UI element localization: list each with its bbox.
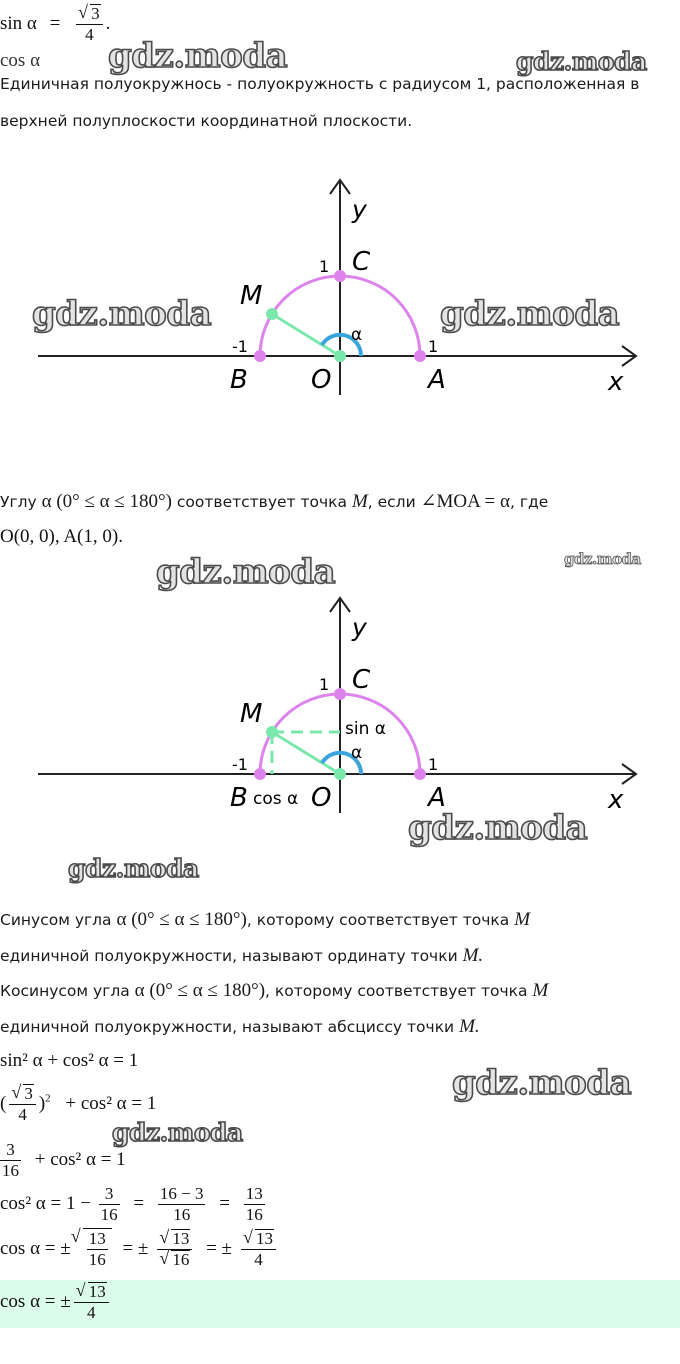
label-cos: cos α: [253, 789, 299, 809]
equation-rest: + cos² α = 1: [34, 1148, 126, 1170]
point-m: [266, 308, 278, 320]
numerator: 3: [24, 1084, 33, 1103]
text: , если: [367, 493, 421, 511]
point-b: [254, 768, 266, 780]
label-o: O: [311, 783, 332, 813]
text: , где: [509, 493, 549, 511]
denominator: 4: [86, 1303, 96, 1322]
point-name: M: [514, 909, 531, 930]
angle-equation: ∠MOA = α: [420, 491, 510, 512]
label-a: A: [428, 365, 446, 395]
point-name: M.: [462, 945, 484, 966]
radius-om: [272, 314, 340, 356]
fraction: [157, 1229, 192, 1270]
denominator: 4: [18, 1105, 27, 1124]
text: единичной полуокружности, называют ординату точки: [0, 947, 463, 965]
denominator: 16: [100, 1205, 118, 1224]
label-minus-one: -1: [232, 755, 248, 774]
equation-lhs: cos² α = 1 −: [0, 1192, 91, 1214]
point-name: M: [532, 980, 549, 1001]
semicircle-diagram-1: [0, 170, 680, 410]
label-minus-one: -1: [232, 337, 248, 356]
watermark: gdz.moda: [408, 808, 588, 848]
sin-definition-line-1: [0, 902, 530, 938]
watermark: gdz.moda: [516, 47, 647, 76]
cos-definition-line-2: [0, 1009, 480, 1045]
denominator: 16: [173, 1205, 191, 1224]
denominator: 16: [245, 1205, 263, 1224]
label-c: C: [352, 665, 371, 695]
watermark: gdz.moda: [108, 36, 288, 76]
fraction: [74, 1282, 109, 1323]
cut-text: cos α: [0, 56, 41, 68]
point-a: [414, 350, 426, 362]
solution-line-3: [0, 1140, 126, 1181]
label-x: x: [608, 785, 624, 815]
point-name: M.: [459, 1016, 480, 1037]
coordinates: O(0, 0), A(1, 0).: [0, 526, 123, 547]
fraction: [158, 1184, 206, 1225]
text: Косинусом угла: [0, 982, 135, 1000]
label-sin: sin α: [345, 719, 386, 739]
watermark: gdz.moda: [564, 550, 641, 568]
fraction: [0, 1140, 21, 1181]
numerator: 3: [99, 1184, 120, 1205]
label-o: O: [311, 365, 332, 395]
point-a: [414, 768, 426, 780]
sqrt: [71, 1228, 112, 1270]
denominator: 16: [172, 1250, 190, 1269]
watermark: gdz.moda: [156, 552, 336, 592]
solution-line-5: cos α = ± √ $\frac{13}{16}$ = ± √ 13 √ 16 = ± √ $\frac{13}{4}$: [0, 1228, 279, 1270]
label-b: B: [230, 365, 248, 395]
label-one-y: 1: [319, 675, 330, 694]
denominator: 4: [254, 1250, 263, 1269]
denominator: 16: [88, 1250, 106, 1269]
fraction: [241, 1229, 276, 1270]
radius-om: [272, 732, 340, 774]
point-name: M: [351, 491, 368, 512]
label-one-x: 1: [428, 337, 439, 356]
label-one-x: 1: [428, 755, 439, 774]
point-o: [334, 768, 346, 780]
fraction: [244, 1184, 265, 1225]
text: Синусом угла: [0, 911, 117, 929]
label-b: B: [230, 783, 248, 813]
top-formula: sin α = √ $\frac{3}{4}$ .: [0, 4, 110, 45]
point-c: [334, 688, 346, 700]
label-m: M: [240, 699, 263, 729]
equals-sign: =: [49, 12, 61, 34]
watermark: gdz.moda: [440, 294, 620, 334]
fraction: [9, 1084, 36, 1125]
answer-formula: [0, 1282, 112, 1328]
denominator: 4: [85, 25, 94, 44]
semicircle-diagram-2: [0, 588, 680, 828]
watermark: gdz.moda: [32, 294, 212, 334]
numerator: 13: [88, 1282, 106, 1301]
sin-alpha: sin α: [0, 12, 37, 34]
intro-line-1: Единичная полуокружнось - полуокружность с радиусом 1, расположенная в: [0, 75, 640, 93]
text: единичной полуокружности, называют абсциссу точки: [0, 1018, 460, 1036]
angle-range: α (0° ≤ α ≤ 180°): [116, 909, 247, 930]
numerator: 13: [172, 1229, 190, 1248]
numerator: 16 − 3: [159, 1184, 204, 1203]
fraction: [87, 1229, 108, 1270]
numerator: 13: [245, 1184, 263, 1203]
intro-line-2: верхней полуплоскости координатной плоскости.: [0, 112, 413, 130]
angle-range: α (0° ≤ α ≤ 180°): [134, 980, 266, 1001]
text: Углу: [0, 493, 42, 511]
equation-lhs: cos α = ±: [0, 1237, 71, 1259]
cos-definition-line-1: [0, 973, 548, 1009]
label-alpha: α: [351, 743, 363, 763]
label-one-y: 1: [319, 257, 330, 276]
fraction: [99, 1184, 120, 1225]
label-y: y: [352, 195, 367, 224]
fraction: [76, 4, 103, 45]
numerator: 3: [91, 4, 100, 23]
label-c: C: [352, 247, 371, 277]
solution-line-2: ( √ $\frac{3}{4}$ )$^2$ + cos² α = 1: [0, 1084, 156, 1125]
numerator: 13: [256, 1229, 273, 1248]
label-a: A: [428, 783, 446, 813]
angle-range: α (0° ≤ α ≤ 180°): [41, 491, 172, 512]
sin-definition-line-2: [0, 938, 483, 974]
label-y: y: [352, 613, 367, 642]
point-o: [334, 350, 346, 362]
text: , которому соответствует точка: [265, 982, 533, 1000]
numerator: 3: [0, 1140, 21, 1161]
watermark: gdz.moda: [112, 1118, 243, 1147]
label-x: x: [608, 367, 624, 397]
text: , которому соответствует точка: [246, 911, 515, 929]
answer-lhs: cos α = ±: [0, 1290, 71, 1312]
point-c: [334, 270, 346, 282]
equation-rest: + cos² α = 1: [65, 1092, 157, 1114]
point-m: [266, 726, 278, 738]
label-alpha: α: [351, 325, 363, 345]
point-b: [254, 350, 266, 362]
denominator: 16: [2, 1161, 19, 1180]
numerator: √ 13: [88, 1229, 106, 1248]
watermark: gdz.moda: [452, 1063, 632, 1103]
solution-line-4: cos² α = 1 − $\frac{3}{16}$ = $\frac{16 - 3}{16}$ = $\frac{13}{16}$: [0, 1184, 263, 1224]
label-m: M: [240, 281, 263, 311]
angle-line-1: [0, 484, 548, 520]
solution-line-1: sin² α + cos² α = 1: [0, 1050, 139, 1071]
text: соответствует точка: [171, 493, 352, 511]
watermark: gdz.moda: [68, 854, 199, 883]
